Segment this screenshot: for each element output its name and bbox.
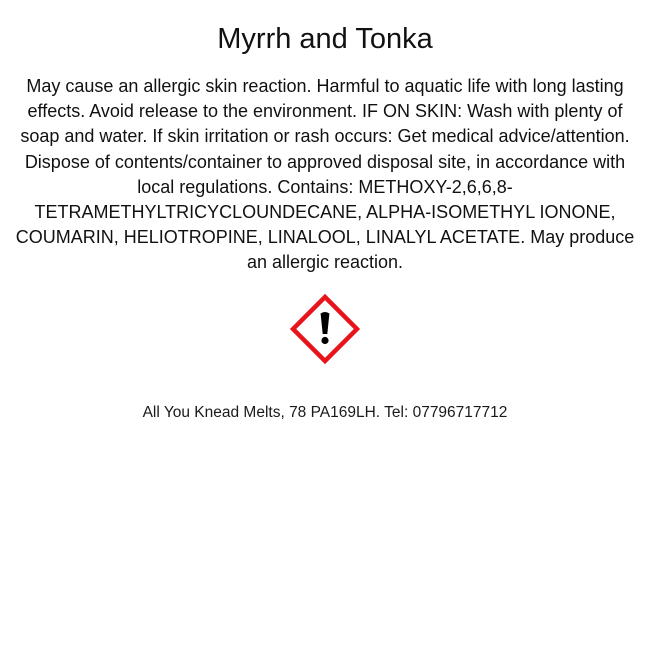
hazard-warning-text: May cause an allergic skin reaction. Harmful to aquatic life with long lasting effects. Avoid release to the environment. IF ON SKIN: Wash with plenty of soap and water. If skin irritation or rash occurs: Get medical advice/attention. Dispose of contents/container to approved disposal site, in accordance with local regulations. Contains: METHOXY-2,6,6,8-TETRAMETHYLTRICYCLOUNDECANE, ALPHA-ISOMETHYL IONONE, COUMARIN, HELIOTROPINE, LINALOOL, LINALYL ACETATE. May produce an allergic reaction. xyxy=(15,76,635,273)
company-contact: All You Knead Melts, 78 PA169LH. Tel: 07796717712 xyxy=(142,404,508,421)
product-title: Myrrh and Tonka xyxy=(217,23,433,55)
exclamation-mark-icon xyxy=(290,294,360,364)
hazard-pictogram xyxy=(290,294,360,364)
